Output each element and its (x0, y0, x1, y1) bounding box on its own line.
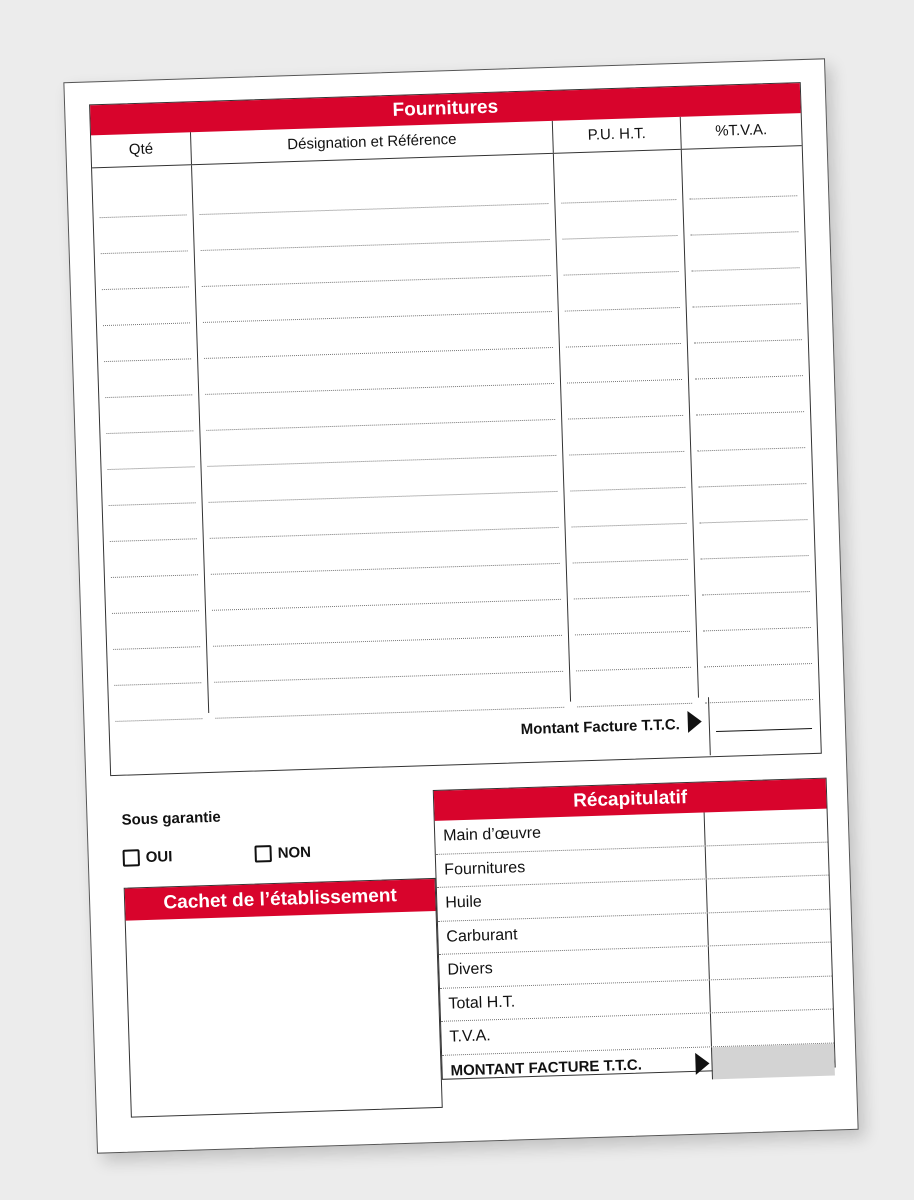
writing-line (701, 556, 810, 595)
writing-line (697, 448, 806, 487)
writing-line (693, 304, 802, 343)
writing-line (99, 179, 187, 218)
sous-garantie-label: Sous garantie (121, 808, 221, 829)
writing-line (103, 323, 191, 362)
recap-row-label: Main d’œuvre (435, 812, 706, 853)
designation-column[interactable] (192, 154, 571, 713)
header-pu-ht: P.U. H.T. (553, 117, 682, 153)
writing-line (574, 596, 690, 636)
oui-checkbox[interactable] (122, 848, 172, 867)
cachet-title: Cachet de l’établissement (125, 879, 436, 921)
arrow-right-icon (687, 711, 702, 733)
cachet-box (124, 878, 443, 1118)
writing-line (688, 160, 797, 199)
recap-row-value[interactable] (710, 976, 833, 1012)
writing-line (102, 287, 190, 326)
checkbox-icon (122, 849, 140, 867)
recap-row-label: Divers (439, 946, 710, 987)
recap-row-value[interactable] (711, 1010, 834, 1046)
writing-line (106, 431, 194, 470)
header-designation: Désignation et Référence (191, 121, 554, 164)
fournitures-table (89, 82, 822, 776)
recap-total-value[interactable] (712, 1043, 835, 1079)
recap-row-label: Carburant (438, 913, 709, 954)
writing-line (563, 236, 679, 276)
writing-line (690, 232, 799, 271)
oui-label: OUI (145, 848, 173, 867)
qte-column[interactable] (92, 165, 209, 716)
recap-row-value[interactable] (706, 842, 829, 878)
recap-row-value[interactable] (707, 876, 830, 912)
checkbox-icon (254, 845, 272, 863)
writing-line (575, 632, 691, 672)
writing-line (101, 251, 189, 290)
recap-row-value[interactable] (708, 909, 831, 945)
recap-title: Récapitulatif (434, 779, 827, 821)
recap-total-text: MONTANT FACTURE T.T.C. (450, 1056, 643, 1080)
arrow-right-icon (695, 1052, 710, 1074)
recap-row-value[interactable] (705, 809, 828, 845)
writing-line (109, 503, 197, 542)
writing-line (110, 539, 198, 578)
writing-line (696, 412, 805, 451)
writing-line (108, 467, 196, 506)
writing-line (703, 628, 812, 667)
writing-line (100, 215, 188, 254)
writing-line (565, 308, 681, 348)
writing-line (692, 268, 801, 307)
recap-row-label: T.V.A. (441, 1013, 712, 1054)
pu-ht-column[interactable] (554, 150, 699, 702)
montant-facture-field[interactable] (716, 728, 812, 732)
fournitures-body (92, 146, 819, 716)
recap-row-label: Total H.T. (440, 980, 711, 1021)
writing-line (113, 647, 201, 686)
writing-line (689, 196, 798, 235)
header-tva: %T.V.A. (714, 121, 768, 140)
writing-line (572, 524, 688, 564)
non-label: NON (277, 843, 312, 862)
montant-facture-label: Montant Facture T.T.C. (520, 716, 681, 739)
writing-line (698, 484, 807, 523)
fournitures-title: Fournitures (90, 83, 801, 135)
recap-row-label: Huile (437, 879, 708, 920)
recap-row-value[interactable] (709, 943, 832, 979)
writing-line (700, 520, 809, 559)
writing-line (702, 592, 811, 631)
recapitulatif-table (433, 778, 836, 1080)
tva-column[interactable] (682, 146, 819, 697)
writing-line (112, 611, 200, 650)
writing-line (568, 416, 684, 456)
recap-row-label: Fournitures (436, 846, 707, 887)
writing-line (104, 359, 192, 398)
writing-line (105, 395, 193, 434)
writing-line (695, 376, 804, 415)
footer-divider (708, 697, 711, 755)
writing-line (111, 575, 199, 614)
header-qte: Qté (91, 132, 192, 167)
writing-line (570, 488, 686, 528)
writing-line (564, 272, 680, 312)
non-checkbox[interactable] (254, 844, 311, 863)
invoice-form-page (63, 58, 858, 1153)
writing-line (566, 344, 682, 384)
writing-line (573, 560, 689, 600)
writing-line (561, 200, 677, 240)
writing-line (694, 340, 803, 379)
writing-line (567, 380, 683, 420)
writing-line (560, 164, 676, 204)
writing-line (569, 452, 685, 492)
